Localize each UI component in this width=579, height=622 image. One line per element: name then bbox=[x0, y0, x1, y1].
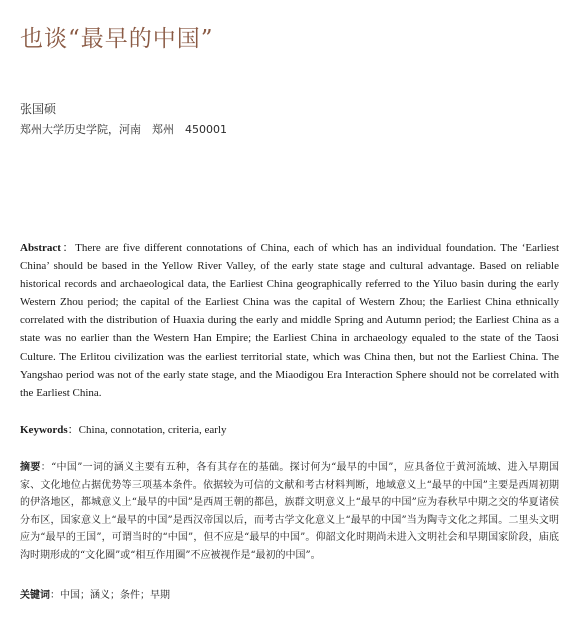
keywords-english bbox=[20, 421, 559, 439]
abstract-chinese bbox=[20, 459, 559, 565]
keywords-zh-separator: ： bbox=[50, 590, 60, 601]
abstract-zh-separator: ： bbox=[40, 462, 52, 473]
keywords-label: Keywords bbox=[20, 424, 68, 436]
keywords-chinese bbox=[20, 587, 559, 605]
article-title: 也谈“最早的中国” bbox=[20, 26, 214, 52]
keywords-zh-label: 关键词 bbox=[20, 590, 50, 601]
keywords-text: China, connotation, criteria, early bbox=[78, 424, 227, 436]
abstract-label: Abstract bbox=[20, 242, 61, 254]
keywords-separator: ： bbox=[67, 424, 79, 436]
abstract-zh-label: 摘要 bbox=[20, 462, 41, 473]
abstract-zh-text: “中国”一词的涵义主要有五种，各有其存在的基础。探讨何为“最早的中国”，应具备位于黄河流域、进入早期国家、文化地位占据优势等三项基本条件。依据较为可信的文献和考古材料判断，地域意义上“最早的中国”主要是西周初期的伊洛地区，都城意义上“最早的中国”是西周王朝的都邑，族群文明意义上“最早的中国”应为春秋早中期之交的华夏诸侯分布区，国家意义上“最早的中国”是西汉帝国以后，而考古学文化意义上“最早的中国”当为陶寺文化之邦国。二里头文明应为“最早的王国”，可谓当时的“中国”，但不应是“最早的中国”。仰韶文化时期尚未进入文明社会和早期国家阶段，庙底沟时期形成的“文化圈”或“相互作用圈”不应被视作是“最初的中国”。 bbox=[20, 462, 560, 561]
keywords-zh-text: 中国；涵义；条件；早期 bbox=[60, 590, 170, 601]
abstract-separator: ： bbox=[60, 242, 76, 254]
author-affiliation: 郑州大学历史学院，河南 郑州 450001 bbox=[20, 123, 227, 136]
abstract-text: There are five different connotations of China, each of which has an individual foundation. The ‘Earliest China’ should be based in the Yellow River Valley, of the early state stage and cultural advantage. Based on reliable historical records and archaeological data, the Earliest China geographically referred to the Yiluo basin during the early Western Zhou period; the capital of the Earliest China was the capital of Western Zhou; the Earliest China ethnically correlated with the distribution of Huaxia during the early and middle Spring and Autumn period; the Earliest China as a state was no earlier than the Western Han Empire; the Earliest China in archaeology equaled to the state of the Taosi Culture. The Erlitou civilization was the earliest territorial state, which was China then, but not the Earliest China. The Yangshao period was not of the early state stage, and the Miaodigou Era Interaction Sphere should not be correlated with the Earliest China. bbox=[20, 242, 559, 399]
author-name: 张国硕 bbox=[20, 102, 57, 116]
abstract-english bbox=[20, 239, 559, 402]
